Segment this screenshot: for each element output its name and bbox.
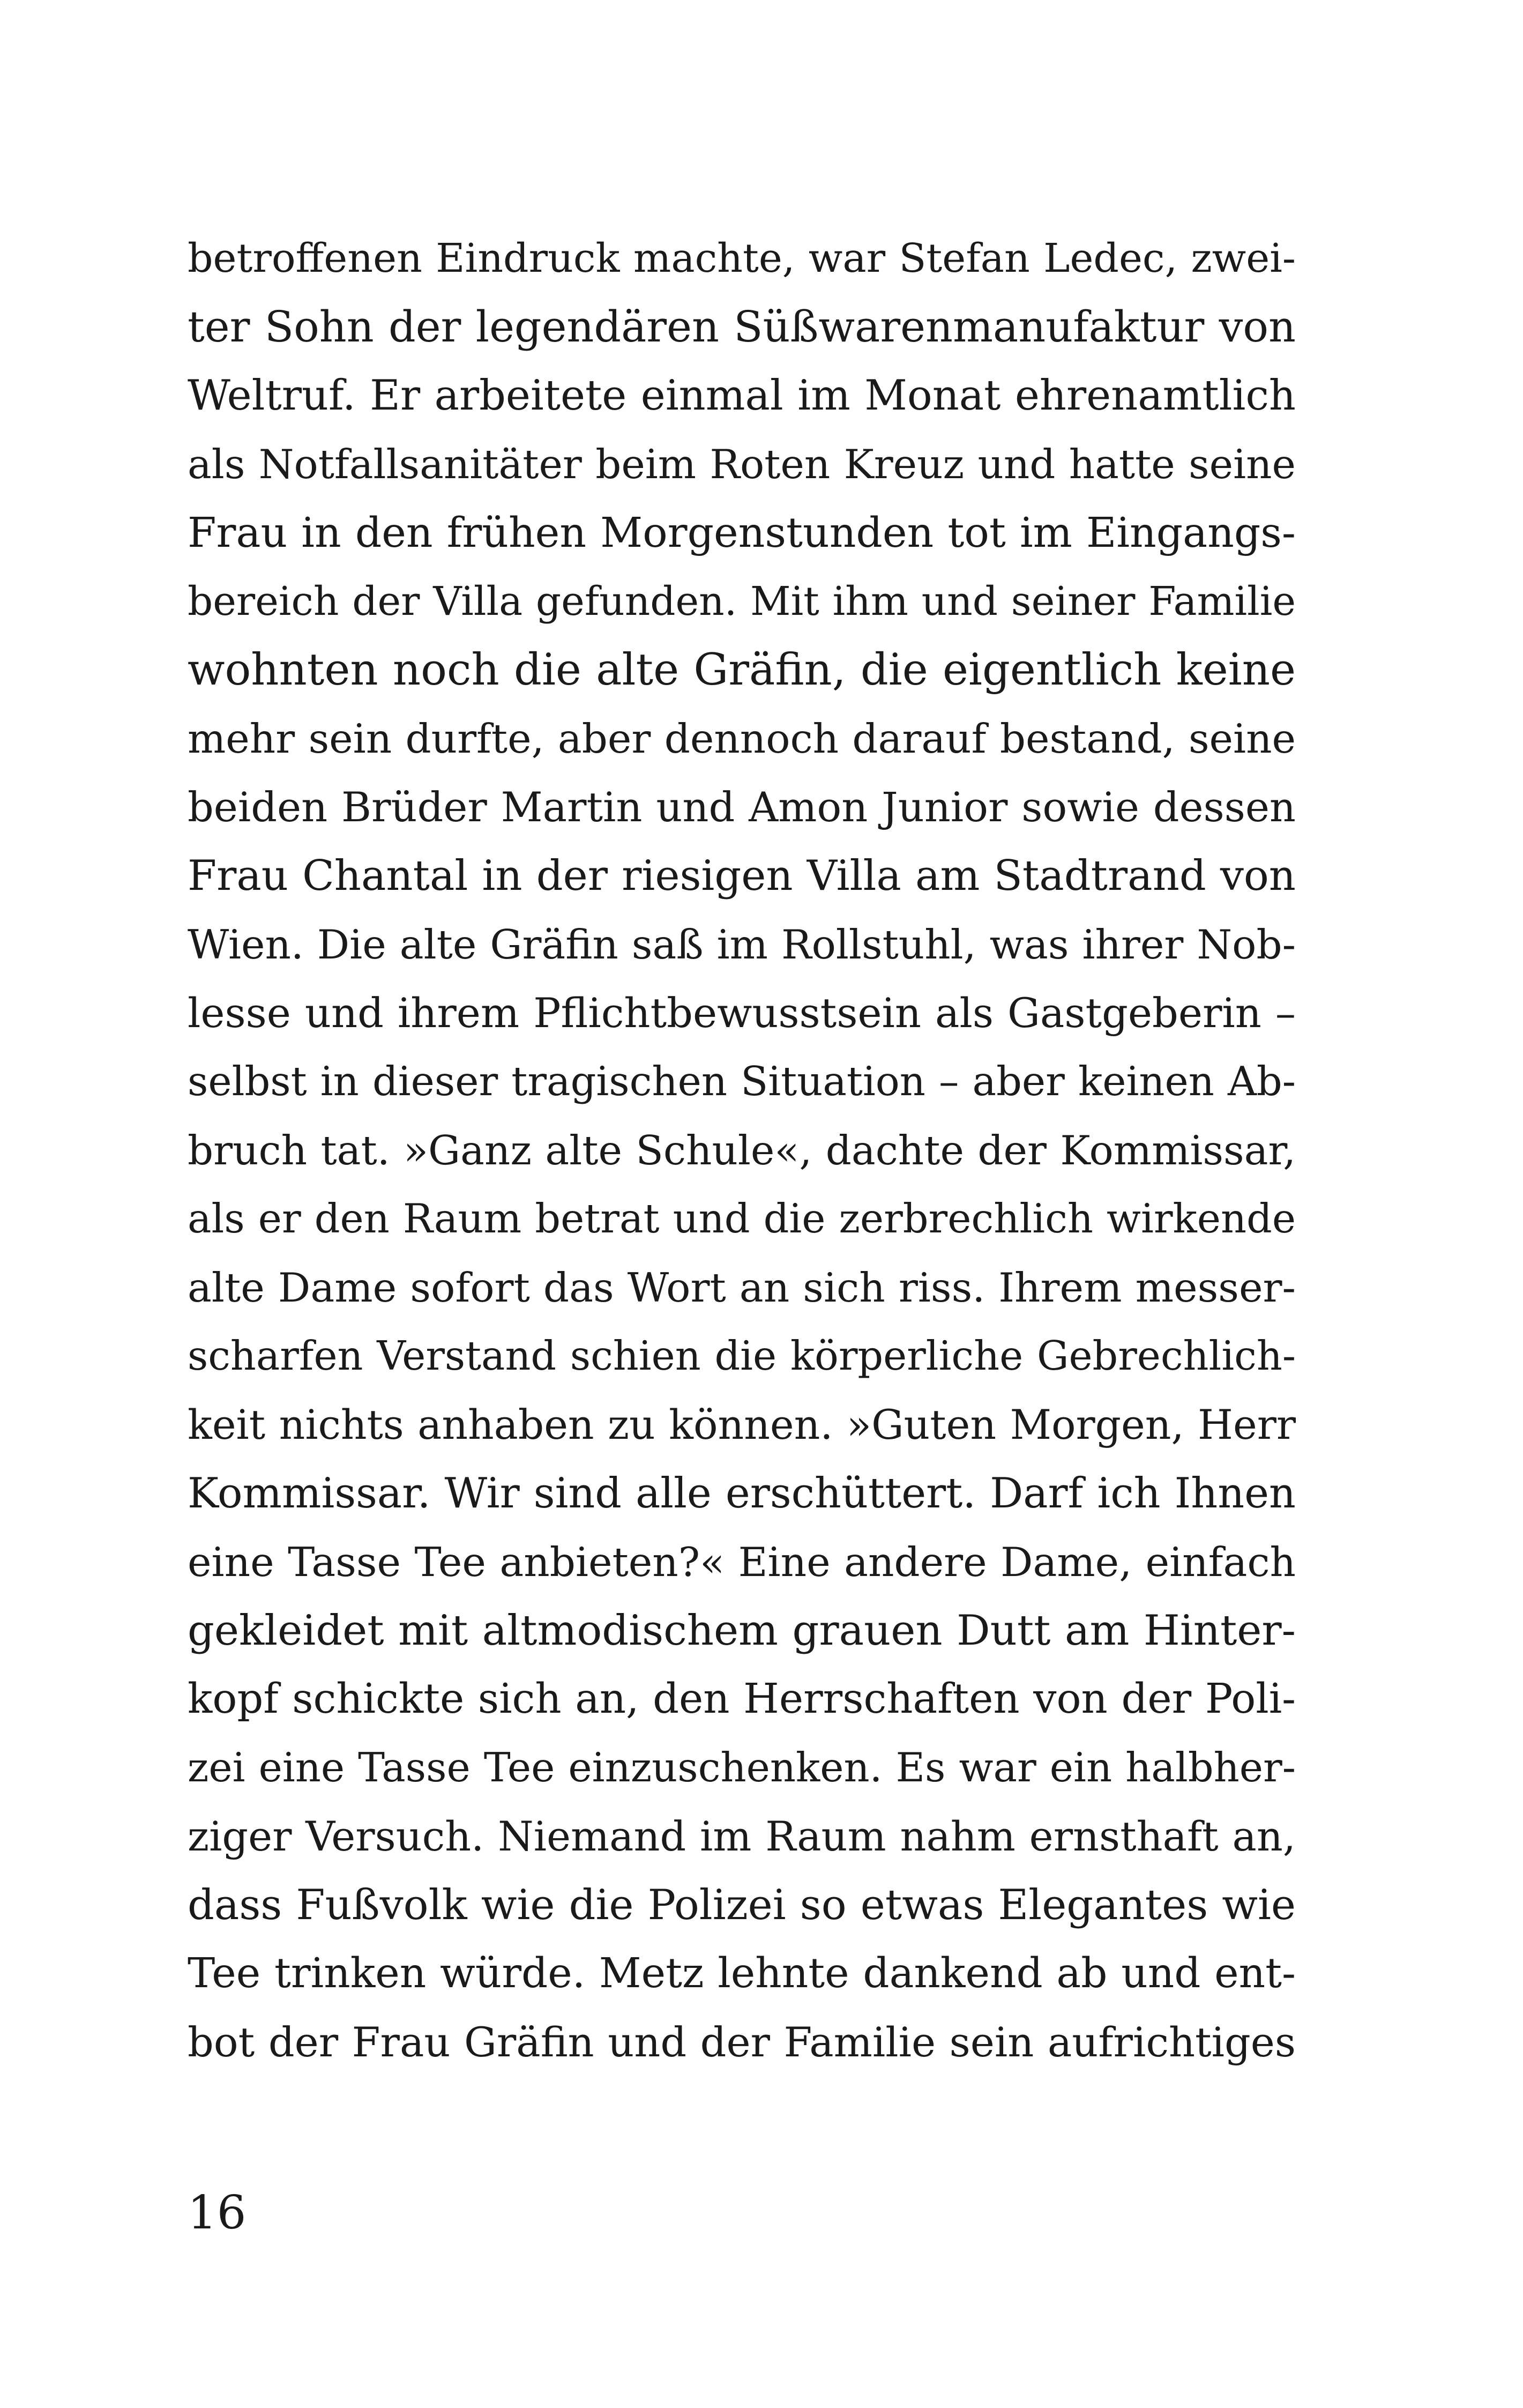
text-line: eine Tasse Tee anbieten?« Eine andere Dame, einfach <box>188 1539 1296 1586</box>
body-text <box>188 224 1296 2077</box>
text-line: Weltruf. Er arbeitete einmal im Monat ehrenamtlich <box>188 371 1296 420</box>
page-number: 16 <box>188 2186 247 2240</box>
text-line: lesse und ihrem Pflichtbewusstsein als Gastgeberin – <box>188 989 1296 1037</box>
text-line: scharfen Verstand schien die körperliche Gebrechlich- <box>188 1333 1296 1379</box>
text-line: ter Sohn der legendären Süßwarenmanufaktur von <box>188 302 1296 352</box>
text-line: zei eine Tasse Tee einzuschenken. Es war ein halbher- <box>188 1744 1296 1791</box>
text-line: als er den Raum betrat und die zerbrechlich wirkende <box>188 1195 1296 1242</box>
text-line: Tee trinken würde. Metz lehnte dankend ab und ent- <box>188 1950 1296 1997</box>
text-line: gekleidet mit altmodischem grauen Dutt am Hinter- <box>188 1607 1296 1655</box>
text-line: ziger Versuch. Niemand im Raum nahm ernsthaft an, <box>188 1812 1296 1860</box>
text-line: kopf schickte sich an, den Herrschaften von der Poli- <box>188 1675 1296 1723</box>
text-line: beiden Brüder Martin und Amon Junior sowie dessen <box>188 783 1296 831</box>
text-line: als Notfallsanitäter beim Roten Kreuz und hatte seine <box>188 441 1296 488</box>
text-line: alte Dame sofort das Wort an sich riss. Ihrem messer- <box>188 1264 1296 1311</box>
text-line: Frau in den frühen Morgenstunden tot im Eingangs- <box>188 509 1296 557</box>
text-line: Wien. Die alte Gräfin saß im Rollstuhl, was ihrer Nob- <box>188 921 1296 968</box>
text-line: keit nichts anhaben zu können. »Guten Morgen, Herr <box>188 1401 1296 1448</box>
text-line: Frau Chantal in der riesigen Villa am Stadtrand von <box>188 852 1296 900</box>
text-line: dass Fußvolk wie die Polizei so etwas Elegantes wie <box>188 1881 1296 1929</box>
text-line: bot der Frau Gräfin und der Familie sein aufrichtiges <box>188 2018 1296 2066</box>
text-line: mehr sein durfte, aber dennoch darauf bestand, seine <box>188 715 1296 762</box>
text-line: betroffenen Eindruck machte, war Stefan Ledec, zwei- <box>188 235 1296 281</box>
text-line: selbst in dieser tragischen Situation – aber keinen Ab- <box>188 1058 1296 1105</box>
text-line: bruch tat. »Ganz alte Schule«, dachte der Kommissar, <box>188 1127 1296 1174</box>
text-line: wohnten noch die alte Gräfin, die eigentlich keine <box>188 645 1296 695</box>
text-line: Kommissar. Wir sind alle erschüttert. Darf ich Ihnen <box>188 1469 1296 1518</box>
text-line: bereich der Villa gefunden. Mit ihm und seiner Familie <box>188 578 1296 625</box>
